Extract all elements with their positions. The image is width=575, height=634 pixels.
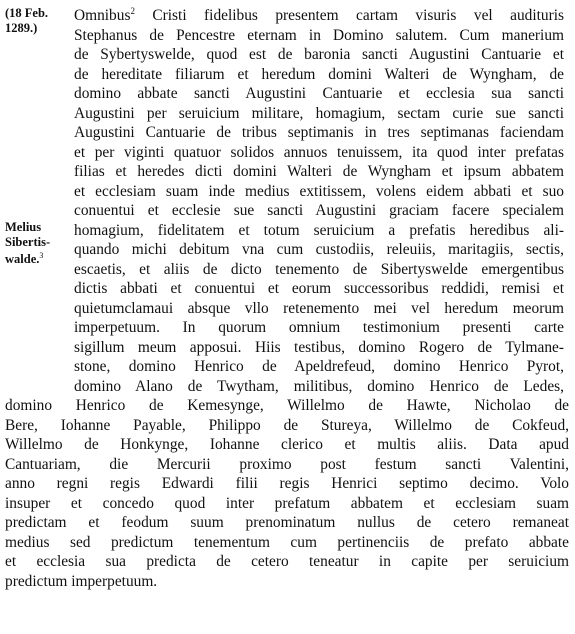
text-line: dictis abbati et conuentui et eorum successoribus reddidi, remisi et [74, 280, 564, 297]
margin-note-place-line: Sibertis- [5, 234, 51, 249]
text-line: de hereditate filiarum et heredum domini Walteri de Wyngham, de [74, 65, 564, 83]
text-line: et ecclesiam suam inde medius extitissem, volens eidem abbati et suo [74, 182, 564, 200]
text-line: homagium, fidelitatem et totum seruicium a prefatis heredibus ali- [74, 221, 564, 239]
charter-first-word: Omnibus [74, 7, 131, 24]
margin-note-date-line: 1289.) [5, 20, 38, 35]
margin-note-place [5, 220, 50, 267]
text-line: domino abbate sancti Augustini Cantuarie et ecclesia sua sancti [74, 85, 564, 102]
text-line: quietumclamaui absque vllo retenemento mei vel heredum meorum [74, 299, 564, 317]
text-line: Augustini Cantuarie de tribus septimanis in tres septimanas faciendam [74, 124, 564, 141]
text-line: et per viginti quatuor solidos annuos tenuissem, ita quod inter prefatas [74, 143, 564, 161]
text-line: domino Henrico de Kemesynge, Willelmo de Hawte, Nicholao de [5, 397, 569, 414]
text-line-first [74, 6, 564, 26]
text-line: predictam et feodum suum prenominatum nullus de cetero remaneat [5, 514, 569, 531]
text-line: anno regni regis Edwardi filii regis Henrici septimo decimo. Volo [5, 475, 569, 492]
text-line: Stephanus de Pencestre eternam in Domino salutem. Cum manerium [74, 26, 564, 44]
footnote-ref: 2 [130, 5, 135, 16]
margin-note-place-text: walde. [5, 252, 40, 267]
text-line: domino Alano de Twytham, militibus, domino Henrico de Ledes, [74, 377, 564, 395]
text-line: Willelmo de Honkynge, Iohanne clerico et multis aliis. Data apud [5, 436, 569, 453]
margin-note-date [5, 6, 48, 35]
text-line: filias et heredes dicti domini Walteri de Wyngham et ipsum abbatem [74, 163, 564, 180]
margin-note-place-line: Melius [5, 220, 42, 234]
text-line: sigillum meum apposui. Hiis testibus, domino Rogero de Tylmane- [74, 338, 564, 356]
margin-note-place-line-last [5, 249, 50, 267]
footnote-ref: 3 [39, 251, 44, 260]
text-line: Bere, Iohanne Payable, Philippo de Stureya, Willelmo de Cokfeud, [5, 416, 569, 434]
text-line: et ecclesia sua predicta de cetero teneatur in capite per seruicium [5, 553, 569, 570]
text-line: stone, domino Henrico de Apeldrefeud, domino Henrico Pyrot, [74, 358, 564, 375]
text-line: quando michi debitum vna cum custodiis, releuiis, maritagiis, sectis, [74, 241, 564, 258]
text-line: de Sybertyswelde, quod est de baronia sancti Augustini Cantuarie et [74, 46, 564, 63]
text-line: imperpetuum. In quorum omnium testimonium presenti carte [74, 319, 564, 336]
text-line: Cantuariam, die Mercurii proximo post festum sancti Valentini, [5, 455, 569, 473]
text-line: escaetis, et aliis de dicto tenemento de Sibertyswelde emergentibus [74, 260, 564, 278]
text-line: medius sed predictum tenementum cum pertinenciis de prefato abbate [5, 533, 569, 551]
text-line: Augustini per seruicium militare, homagium, sectam curie sue sancti [74, 104, 564, 122]
text-line: conuentui et ecclesie sue sancti Augustini graciam facere specialem [74, 202, 564, 219]
charter-first-line-rest: Cristi fidelibus presentem cartam visuris vel audituris [134, 7, 564, 24]
text-line: insuper et concedo quod inter prefatum abbatem et ecclesiam suam [5, 494, 569, 512]
text-line-last: predictum imperpetuum. [5, 572, 158, 590]
margin-note-date-line: (18 Feb. [5, 6, 49, 20]
